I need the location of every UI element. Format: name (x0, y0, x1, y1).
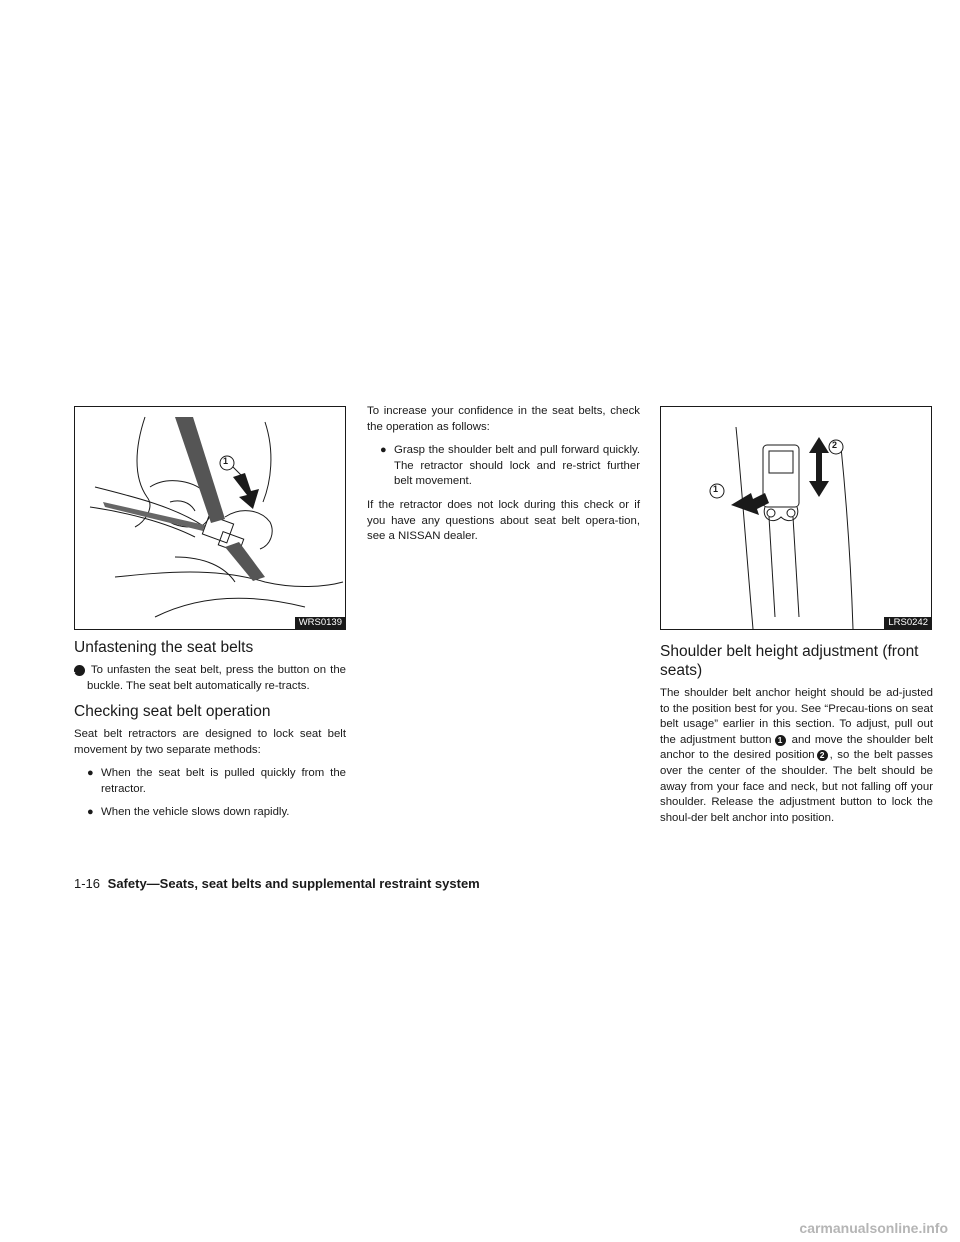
callout-label: 2 (832, 440, 838, 450)
checking-bullet-list-2 (367, 443, 640, 490)
watermark: carmanualsonline.info (799, 1220, 948, 1236)
checking-bullet-list (74, 766, 346, 820)
shoulder-heading: Shoulder belt height adjustment (front seats) (660, 643, 919, 679)
left-column (70, 406, 346, 828)
unfasten-text: 1 To unfasten the seat belt, press the button on the buckle. The seat belt automatically re-tracts. (70, 664, 346, 692)
callout-label: 1 (713, 484, 719, 494)
checking-intro: Seat belt retractors are designed to lock seat belt movement by two separate methods: (74, 728, 346, 756)
right-column (660, 406, 933, 834)
section-title: Safety—Seats, seat belts and supplemental restraint system (107, 876, 480, 891)
bullet-icon: ● (87, 767, 94, 780)
figure-code: WRS0139 (295, 617, 345, 629)
figure-code: LRS0242 (884, 617, 931, 629)
page-footer (74, 876, 480, 892)
unfasten-belt-illustration (75, 407, 345, 629)
checking-heading: Checking seat belt operation (74, 703, 271, 721)
page-number: 1-16 (74, 876, 101, 891)
list-item: ● When the vehicle slows down rapidly. (74, 805, 346, 821)
list-item: ● Grasp the shoulder belt and pull forward quickly. The retractor should lock and re-strict further belt movement. (380, 444, 640, 488)
checking-intro-2: To increase your confidence in the seat belts, check the operation as follows: (367, 405, 640, 433)
callout-1-icon: 1 (775, 735, 786, 746)
callout-2-icon: 2 (817, 750, 828, 761)
unfasten-belt-figure (74, 406, 346, 630)
unfasten-heading: Unfastening the seat belts (74, 639, 254, 656)
callout-1-icon: 1 (74, 665, 85, 676)
shoulder-belt-illustration (661, 407, 931, 629)
bullet-icon: ● (87, 805, 94, 818)
bullet-icon: ● (380, 444, 387, 457)
middle-column (367, 404, 640, 553)
callout-label: 1 (223, 456, 229, 466)
checking-outro: If the retractor does not lock during this check or if you have any questions about seat belt opera-tion, see a NISSAN dealer. (367, 498, 640, 543)
shoulder-adjust-figure (660, 406, 932, 630)
list-item: ● When the seat belt is pulled quickly from the retractor. (87, 767, 346, 795)
shoulder-text: The shoulder belt anchor height should be ad-justed to the position best for you. See “Precau-tions on seat belt usage” earlier in this section. To adjust, pull out the adjustment button 1 and move the shoulder belt anchor to the desired position 2 , so the belt passes over the center of the shoulder. The belt should be away from your face and neck, but not falling off your shoulder. Release the adjustment button to lock the shoul-der belt anchor into position. (660, 687, 933, 824)
